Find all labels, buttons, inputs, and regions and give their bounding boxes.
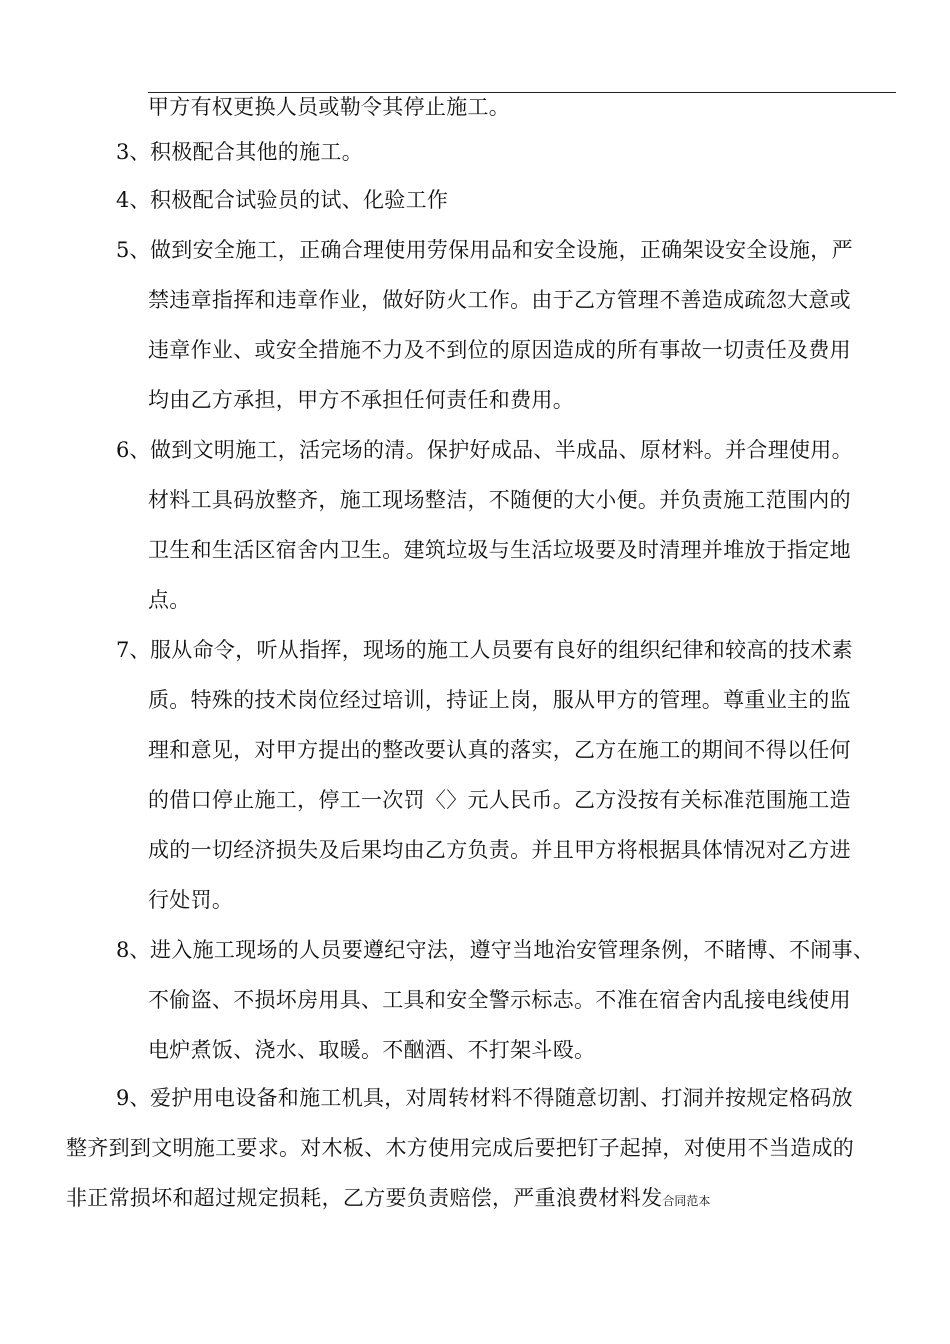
item-line: 禁违章指挥和违章作业，做好防火工作。由于乙方管理不善造成疏忽大意或 bbox=[148, 288, 851, 312]
item-line: 均由乙方承担，甲方不承担任何责任和费用。 bbox=[148, 388, 574, 412]
item-number: 9、 bbox=[116, 1086, 151, 1110]
item-line-text: 非正常损坏和超过规定损耗，乙方要负责赔偿，严重浪费材料发 bbox=[66, 1186, 663, 1210]
item-line: 积极配合其他的施工。 bbox=[150, 140, 363, 164]
item-line: 材料工具码放整齐，施工现场整洁，不随便的大小便。并负责施工范围内的 bbox=[148, 488, 851, 512]
item-number: 7、 bbox=[116, 638, 151, 662]
item-number: 5、 bbox=[116, 238, 151, 262]
item-line: 的借口停止施工，停工一次罚〈〉元人民币。乙方没按有关标准范围施工造 bbox=[148, 788, 851, 812]
item-number: 6、 bbox=[116, 438, 151, 462]
item-line: 违章作业、或安全措施不力及不到位的原因造成的所有事故一切责任及费用 bbox=[148, 338, 851, 362]
item-line: 行处罚。 bbox=[148, 888, 234, 912]
item-number: 8、 bbox=[116, 938, 151, 962]
item-line: 卫生和生活区宿舍内卫生。建筑垃圾与生活垃圾要及时清理并堆放于指定地 bbox=[148, 538, 851, 562]
item-line: 爱护用电设备和施工机具，对周转材料不得随意切割、打洞并按规定格码放 bbox=[150, 1086, 853, 1110]
item-line: 电炉煮饭、浇水、取暖。不酗酒、不打架斗殴。 bbox=[148, 1038, 596, 1062]
item-line: 做到文明施工，活完场的清。保护好成品、半成品、原材料。并合理使用。 bbox=[150, 438, 853, 462]
footer-tail-label: 合同范本 bbox=[662, 1194, 711, 1208]
item-line: 做到安全施工，正确合理使用劳保用品和安全设施，正确架设安全设施，严 bbox=[150, 238, 853, 262]
item-line: 质。特殊的技术岗位经过培训，持证上岗，服从甲方的管理。尊重业主的监 bbox=[148, 688, 851, 712]
item-line: 不偷盗、不损坏房用具、工具和安全警示标志。不准在宿舍内乱接电线使用 bbox=[148, 988, 851, 1012]
item-line: 积极配合试验员的试、化验工作 bbox=[150, 188, 449, 212]
item-line: 理和意见，对甲方提出的整改要认真的落实，乙方在施工的期间不得以任何 bbox=[148, 738, 851, 762]
item-number: 4、 bbox=[116, 188, 151, 212]
item-line: 点。 bbox=[148, 588, 191, 612]
item-number: 3、 bbox=[116, 140, 151, 164]
item-line: 服从命令，听从指挥，现场的施工人员要有良好的组织纪律和较高的技术素 bbox=[150, 638, 853, 662]
item-line: 整齐到到文明施工要求。对木板、木方使用完成后要把钉子起掉，对使用不当造成的 bbox=[66, 1136, 855, 1160]
item-line-last bbox=[66, 1184, 710, 1215]
item-line: 成的一切经济损失及后果均由乙方负责。并且甲方将根据具体情况对乙方进 bbox=[148, 838, 851, 862]
item-line: 进入施工现场的人员要遵纪守法，遵守当地治安管理条例，不睹博、不闹事、 bbox=[150, 938, 875, 962]
continuation-line: 甲方有权更换人员或勒令其停止施工。 bbox=[148, 95, 511, 119]
